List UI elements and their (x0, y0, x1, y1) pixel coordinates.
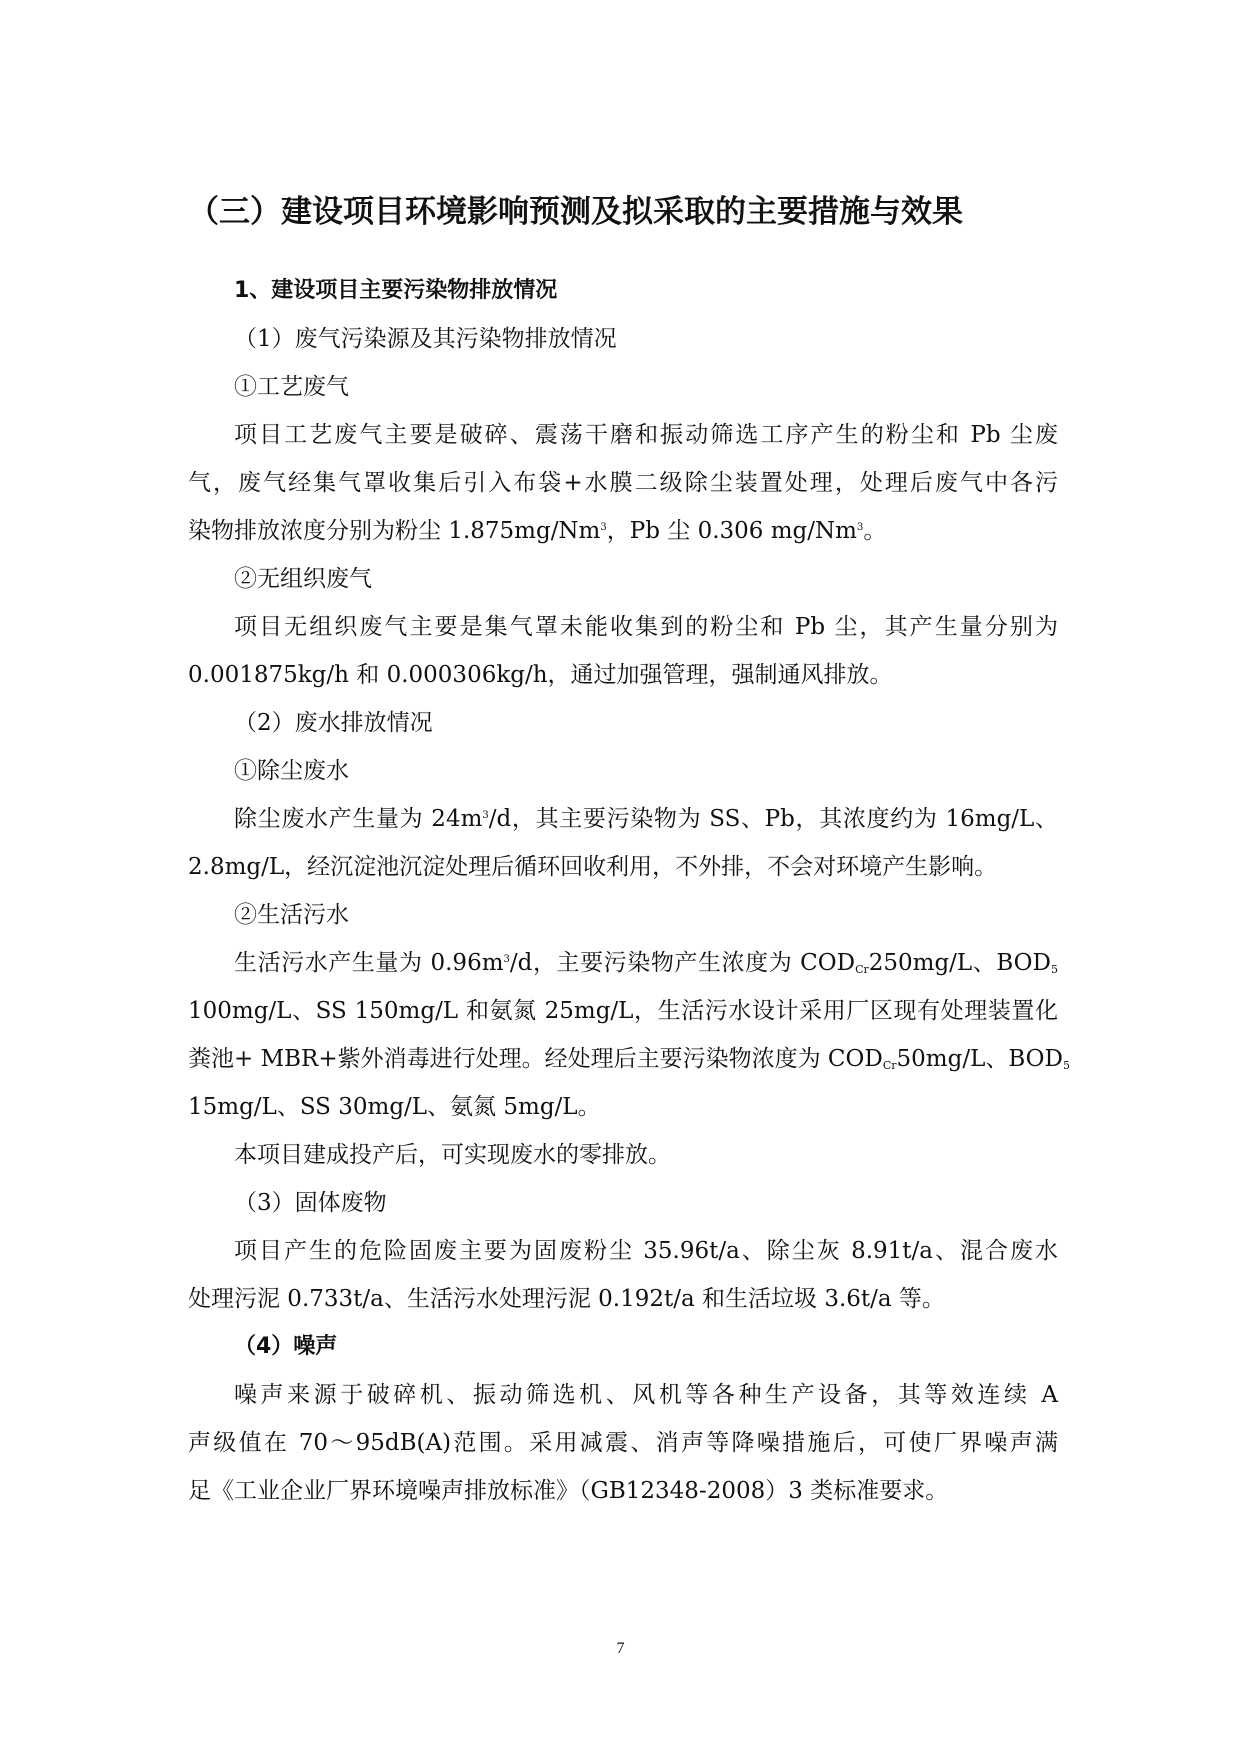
page-number: 7 (616, 1640, 625, 1657)
noise-heading: （4）噪声 (234, 1334, 338, 1359)
paragraph-line: 噪声来源于破碎机、振动筛选机、风机等各种生产设备，其等效连续 A (234, 1382, 1058, 1408)
fugitive-gas-label: ②无组织废气 (234, 566, 372, 592)
paragraph-line: 2.8mg/L，经沉淀池沉淀处理后循环回收利用，不外排，不会对环境产生影响。 (188, 854, 998, 880)
document-body (188, 267, 1070, 1515)
process-gas-label: ①工艺废气 (234, 374, 349, 400)
paragraph-line: 项目无组织废气主要是集气罩未能收集到的粉尘和 Pb 尘，其产生量分别为 (234, 614, 1058, 640)
paragraph-line: 本项目建成投产后，可实现废水的零排放。 (234, 1142, 671, 1168)
water-heading: （2）废水排放情况 (234, 710, 433, 736)
paragraph-line: 项目产生的危险固废主要为固废粉尘 35.96t/a、除尘灰 8.91t/a、混合废水 (234, 1238, 1058, 1264)
paragraph-line: 气，废气经集气罩收集后引入布袋+水膜二级除尘装置处理，处理后废气中各污 (188, 470, 1058, 496)
paragraph-line: 项目工艺废气主要是破碎、震荡干磨和振动筛选工序产生的粉尘和 Pb 尘废 (234, 422, 1058, 448)
air-heading: （1）废气污染源及其污染物排放情况 (234, 326, 617, 352)
paragraph-line: 0.001875kg/h 和 0.000306kg/h，通过加强管理，强制通风排放。 (188, 662, 893, 688)
section-title: （三）建设项目环境影响预测及拟采取的主要措施与效果 (188, 194, 963, 230)
subsection-heading: 1、建设项目主要污染物排放情况 (234, 278, 558, 303)
paragraph-line: 处理污泥 0.733t/a、生活污水处理污泥 0.192t/a 和生活垃圾 3.6t/a 等。 (188, 1286, 945, 1312)
paragraph-line: 100mg/L、SS 150mg/L 和氨氮 25mg/L，生活污水设计采用厂区现有处理装置化 (188, 998, 1058, 1024)
paragraph-line: 染物排放浓度分别为粉尘 1.875mg/Nm$^3$，Pb 尘 0.306 mg/Nm$^3$。 (188, 518, 887, 544)
domestic-water-label: ②生活污水 (234, 902, 349, 928)
dust-water-label: ①除尘废水 (234, 758, 349, 784)
paragraph-line: 生活污水产生量为 $0.96m^3/d$，主要污染物产生浓度为 $COD_{Cr}250mg/L$、$BOD_5$ (234, 950, 1058, 976)
paragraph-line: 粪池+ MBR+紫外消毒进行处理。经处理后主要污染物浓度为 $COD_{Cr}50mg/L$、$BOD_5$ (188, 1046, 1070, 1072)
paragraph-line: 足《工业企业厂界环境噪声排放标准》（GB12348-2008）3 类标准要求。 (188, 1478, 949, 1504)
paragraph-line: 声级值在 70～95dB(A)范围。采用减震、消声等降噪措施后，可使厂界噪声满 (188, 1430, 1058, 1456)
paragraph-line: 15mg/L、SS 30mg/L、氨氮 5mg/L。 (188, 1094, 601, 1120)
solid-waste-heading: （3）固体废物 (234, 1190, 387, 1216)
paragraph-line: 除尘废水产生量为 $24m^3/d$，其主要污染物为 SS、Pb，其浓度约为 16mg/L、 (234, 806, 1058, 832)
